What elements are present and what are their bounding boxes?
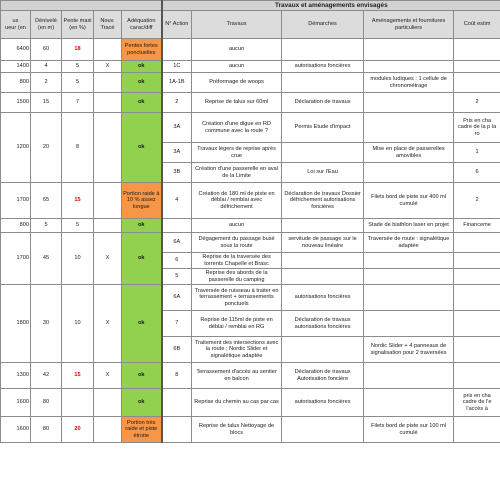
- table-row: [1, 219, 500, 233]
- cell-cost: [454, 417, 500, 443]
- cell-cost: 2: [454, 183, 500, 219]
- cell-procedures: Loi sur l'Eau: [282, 163, 364, 183]
- cell-length: 1600: [1, 417, 31, 443]
- cell-cost: [454, 39, 500, 61]
- cell-action: 6A: [162, 233, 192, 253]
- cell-elevation: 4: [31, 61, 62, 73]
- cell-new-route: [94, 73, 122, 93]
- cell-adequacy: ok: [122, 285, 162, 363]
- cell-equipment: [364, 163, 454, 183]
- cell-adequacy: ok: [122, 363, 162, 389]
- cell-length: 1700: [1, 233, 31, 285]
- cell-works: Reprise de talus Nettoyage de blocs: [192, 417, 282, 443]
- cell-procedures: Déclaration de travaux Autorisation foncière: [282, 363, 364, 389]
- cell-equipment: [364, 285, 454, 311]
- cell-procedures: Déclaration de travaux autorisations foncières: [282, 311, 364, 337]
- cell-elevation: 80: [31, 417, 62, 443]
- cell-procedures: [282, 143, 364, 163]
- header-group-left: [1, 1, 162, 11]
- cell-length: 1800: [1, 285, 31, 363]
- cell-cost: [454, 337, 500, 363]
- cell-elevation: 65: [31, 183, 62, 219]
- cell-equipment: [364, 61, 454, 73]
- cell-works: aucun: [192, 219, 282, 233]
- cell-adequacy: Portion raide à 10 % assez longue: [122, 183, 162, 219]
- cell-works: Création d'une digue en RD commune avec la route ?: [192, 113, 282, 143]
- cell-action: [162, 39, 192, 61]
- cell-procedures: Déclaration de travaux: [282, 93, 364, 113]
- col-header-adequacy: Adéquation carac/diff: [122, 11, 162, 39]
- cell-works: Traversée de ruisseau à traiter en terrassement + terrassements ponctuels: [192, 285, 282, 311]
- cell-works: Travaux légers de reprise après crue: [192, 143, 282, 163]
- cell-procedures: [282, 253, 364, 269]
- cell-new-route: [94, 417, 122, 443]
- cell-procedures: Permis Etude d'impact: [282, 113, 364, 143]
- cell-procedures: autorisations foncières: [282, 389, 364, 417]
- cell-equipment: Traversée de route : signalétique adaptée: [364, 233, 454, 253]
- cell-equipment: Filets bord de piste sur 400 ml cumulé: [364, 183, 454, 219]
- cell-elevation: 30: [31, 285, 62, 363]
- cell-adequacy: Portion très raide et piste étroite: [122, 417, 162, 443]
- cell-new-route: X: [94, 363, 122, 389]
- cell-length: 1300: [1, 363, 31, 389]
- cell-new-route: [94, 183, 122, 219]
- cell-new-route: [94, 219, 122, 233]
- cell-slope: 20: [62, 417, 94, 443]
- cell-works: Reprise des abords de la passerelle du camping: [192, 269, 282, 285]
- cell-slope: 10: [62, 285, 94, 363]
- cell-equipment: [364, 113, 454, 143]
- cell-length: 6400: [1, 39, 31, 61]
- cell-cost: pris en cha cadre de l'e l'accès à: [454, 389, 500, 417]
- table-row: [1, 73, 500, 93]
- cell-equipment: [364, 39, 454, 61]
- cell-new-route: X: [94, 285, 122, 363]
- cell-action: 6A: [162, 285, 192, 311]
- cell-elevation: 80: [31, 389, 62, 417]
- cell-works: Reprise de la traversée des torrents Chapelle et Brasc: [192, 253, 282, 269]
- table-row: [1, 417, 500, 443]
- cell-action: 5: [162, 269, 192, 285]
- cell-slope: [62, 389, 94, 417]
- cell-cost: Pris en cha cadre de la p la ro: [454, 113, 500, 143]
- cell-action: 6: [162, 253, 192, 269]
- table-row: [1, 39, 500, 61]
- cell-adequacy: ok: [122, 73, 162, 93]
- cell-works: aucun: [192, 39, 282, 61]
- cell-slope: 5: [62, 61, 94, 73]
- table-row: [1, 113, 500, 143]
- cell-slope: 5: [62, 219, 94, 233]
- cell-procedures: [282, 219, 364, 233]
- cell-new-route: [94, 39, 122, 61]
- table-row: [1, 61, 500, 73]
- cell-works: Traitement des intersections avec la route : Nordic Slider et signalétique adaptée: [192, 337, 282, 363]
- cell-equipment: Filets bord de piste sur 100 ml cumulé: [364, 417, 454, 443]
- cell-length: 800: [1, 73, 31, 93]
- cell-action: 2: [162, 93, 192, 113]
- cell-cost: [454, 61, 500, 73]
- col-header-action: N° Action: [162, 11, 192, 39]
- cell-action: 3A: [162, 143, 192, 163]
- cell-equipment: Stade de biathlon laser en projet: [364, 219, 454, 233]
- table-row: [1, 183, 500, 219]
- cell-elevation: 60: [31, 39, 62, 61]
- table-row: [1, 363, 500, 389]
- cell-equipment: [364, 363, 454, 389]
- cell-procedures: [282, 417, 364, 443]
- cell-adequacy: ok: [122, 389, 162, 417]
- col-header-elevation: Dénivelé (en m): [31, 11, 62, 39]
- cell-works: Création de 180 ml de piste en déblai / remblai avec défrichement: [192, 183, 282, 219]
- cell-length: 1600: [1, 389, 31, 417]
- cell-cost: 1: [454, 143, 500, 163]
- cell-length: 1200: [1, 113, 31, 183]
- cell-action: [162, 389, 192, 417]
- cell-slope: 15: [62, 363, 94, 389]
- col-header-cost: Coût estim: [454, 11, 500, 39]
- cell-procedures: autorisations foncières: [282, 285, 364, 311]
- cell-adequacy: ok: [122, 233, 162, 285]
- cell-slope: 18: [62, 39, 94, 61]
- cell-new-route: [94, 113, 122, 183]
- cell-procedures: autorisations foncières: [282, 61, 364, 73]
- cell-cost: [454, 233, 500, 253]
- col-header-works: Travaux: [192, 11, 282, 39]
- table-body: [1, 39, 500, 443]
- cell-slope: 8: [62, 113, 94, 183]
- cell-action: [162, 417, 192, 443]
- cell-elevation: 15: [31, 93, 62, 113]
- table-row: [1, 93, 500, 113]
- cell-cost: [454, 311, 500, 337]
- cell-length: 1500: [1, 93, 31, 113]
- header-row: [1, 11, 500, 39]
- cell-procedures: [282, 269, 364, 285]
- cell-works: Terrassement d'accès au sentier en balcon: [192, 363, 282, 389]
- cell-equipment: [364, 253, 454, 269]
- cell-procedures: servitude de passage sur le nouveau linéaire: [282, 233, 364, 253]
- cell-equipment: Nordic Slider + 4 panneaux de signalisation pour 2 traversées: [364, 337, 454, 363]
- cell-cost: [454, 269, 500, 285]
- cell-equipment: [364, 269, 454, 285]
- table-row: [1, 389, 500, 417]
- cell-cost: Financeme: [454, 219, 500, 233]
- cell-cost: 2: [454, 93, 500, 113]
- cell-action: 1C: [162, 61, 192, 73]
- cell-elevation: 20: [31, 113, 62, 183]
- cell-new-route: X: [94, 233, 122, 285]
- cell-elevation: 42: [31, 363, 62, 389]
- cell-length: 800: [1, 219, 31, 233]
- cell-length: 1700: [1, 183, 31, 219]
- cell-equipment: Mise en place de passerelles amovibles: [364, 143, 454, 163]
- cell-equipment: [364, 93, 454, 113]
- cell-works: aucun: [192, 61, 282, 73]
- cell-works: Reprise de talus sur 60ml: [192, 93, 282, 113]
- cell-slope: 10: [62, 233, 94, 285]
- cell-elevation: 5: [31, 219, 62, 233]
- cell-action: 1A-1B: [162, 73, 192, 93]
- col-header-new-route: Nouv. Tracé: [94, 11, 122, 39]
- cell-elevation: 45: [31, 233, 62, 285]
- cell-slope: 5: [62, 73, 94, 93]
- col-header-procedures: Démarches: [282, 11, 364, 39]
- cell-action: 6B: [162, 337, 192, 363]
- cell-equipment: modules ludiques : 1 cellule de chronométrage: [364, 73, 454, 93]
- cell-procedures: Déclaration de travaux Dossier défrichement autorisations foncières: [282, 183, 364, 219]
- cell-works: Dégagement du passage busé sous la route: [192, 233, 282, 253]
- table-row: [1, 285, 500, 311]
- cell-slope: 7: [62, 93, 94, 113]
- cell-new-route: X: [94, 61, 122, 73]
- col-header-slope: Pente maxi (en %): [62, 11, 94, 39]
- cell-procedures: [282, 39, 364, 61]
- table-row: [1, 233, 500, 253]
- cell-procedures: [282, 73, 364, 93]
- cell-new-route: [94, 389, 122, 417]
- cell-equipment: [364, 389, 454, 417]
- cell-length: 1400: [1, 61, 31, 73]
- header-group-row: [1, 1, 500, 11]
- cell-equipment: [364, 311, 454, 337]
- cell-works: Préformage de woops: [192, 73, 282, 93]
- col-header-equipment: Aménagements et fournitures particuliers: [364, 11, 454, 39]
- cell-action: [162, 219, 192, 233]
- cell-cost: [454, 253, 500, 269]
- cell-cost: [454, 285, 500, 311]
- col-header-length: us ueur (en: [1, 11, 31, 39]
- cell-works: Création d'une passerelle en aval de la Limite: [192, 163, 282, 183]
- cell-elevation: 2: [31, 73, 62, 93]
- cell-action: 8: [162, 363, 192, 389]
- cell-cost: [454, 363, 500, 389]
- cell-action: 3B: [162, 163, 192, 183]
- cell-adequacy: ok: [122, 219, 162, 233]
- cell-works: Reprise de 115ml de piste en déblai / remblai en RG: [192, 311, 282, 337]
- cell-procedures: [282, 337, 364, 363]
- cell-adequacy: Pentes fortes ponctuelles: [122, 39, 162, 61]
- cell-action: 4: [162, 183, 192, 219]
- cell-cost: [454, 73, 500, 93]
- cell-action: 7: [162, 311, 192, 337]
- cell-slope: 15: [62, 183, 94, 219]
- cell-works: Reprise du chemin au cas par cas: [192, 389, 282, 417]
- header-group-works: Travaux et aménagements envisagés: [162, 1, 500, 11]
- cell-action: 3A: [162, 113, 192, 143]
- cell-new-route: [94, 93, 122, 113]
- cell-cost: 6: [454, 163, 500, 183]
- cell-adequacy: ok: [122, 61, 162, 73]
- cell-adequacy: ok: [122, 93, 162, 113]
- cell-adequacy: ok: [122, 113, 162, 183]
